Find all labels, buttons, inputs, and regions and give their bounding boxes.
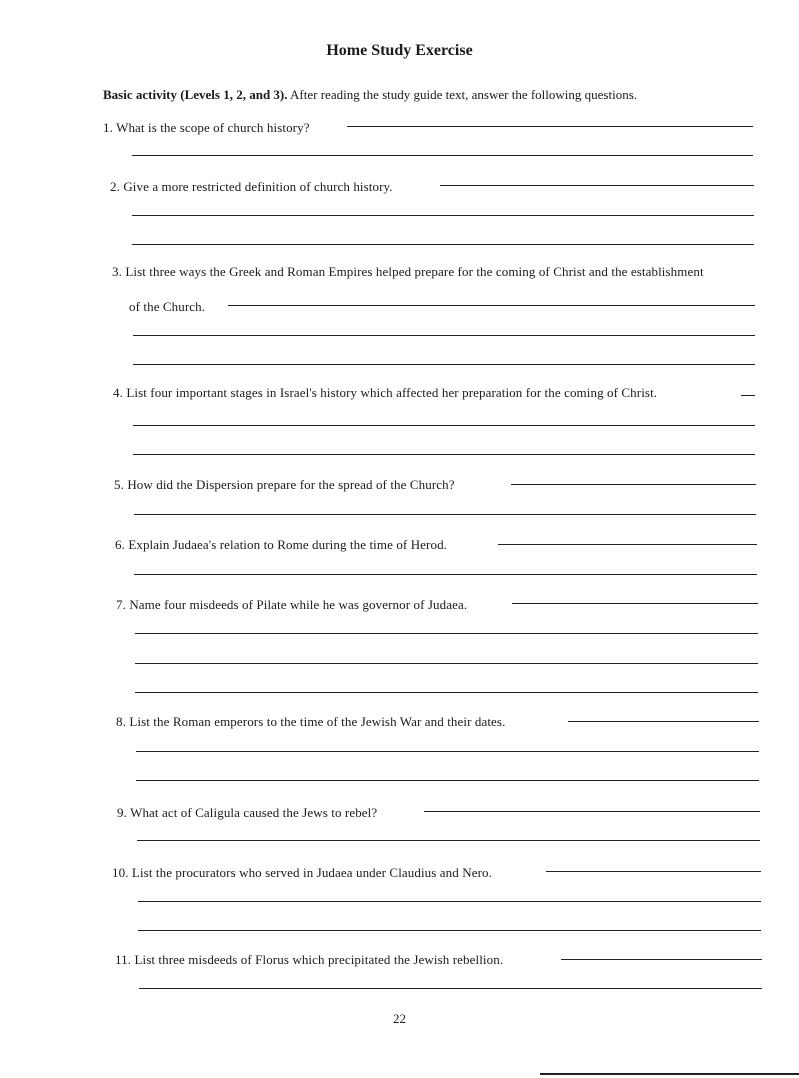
answer-line[interactable] — [134, 574, 757, 575]
question-11 — [115, 952, 503, 968]
answer-line[interactable] — [133, 454, 755, 455]
question-text: What act of Caligula caused the Jews to rebel? — [130, 805, 378, 820]
answer-line[interactable] — [139, 988, 762, 989]
question-text: Give a more restricted definition of church history. — [123, 179, 393, 194]
question-3-continued: of the Church. — [129, 299, 206, 314]
answer-line[interactable] — [347, 126, 753, 127]
answer-line[interactable] — [440, 185, 754, 186]
answer-line[interactable] — [138, 901, 761, 902]
question-number: 3. — [112, 264, 122, 279]
answer-line[interactable] — [511, 484, 756, 485]
page-title: Home Study Exercise — [326, 42, 473, 59]
page-number: 22 — [393, 1011, 406, 1026]
question-number: 2. — [110, 179, 120, 194]
answer-line[interactable] — [498, 544, 757, 545]
answer-line[interactable] — [133, 364, 755, 365]
question-text: List three misdeeds of Florus which precipitated the Jewish rebellion. — [134, 952, 504, 967]
question-number: 10. — [112, 865, 129, 880]
question-5 — [114, 477, 455, 493]
question-number: 8. — [116, 714, 126, 729]
question-number: 6. — [115, 537, 125, 552]
question-9 — [117, 805, 377, 821]
instructions-text: After reading the study guide text, answer the following questions. — [287, 87, 637, 102]
answer-line[interactable] — [133, 425, 755, 426]
question-10 — [112, 865, 492, 881]
answer-line[interactable] — [133, 335, 755, 336]
question-text: List four important stages in Israel's history which affected her preparation for the coming of Christ. — [126, 385, 658, 400]
question-text: List three ways the Greek and Roman Empires helped prepare for the coming of Christ and the establishment — [125, 264, 704, 279]
answer-line[interactable] — [132, 215, 754, 216]
question-text: List the procurators who served in Judaea under Claudius and Nero. — [131, 865, 492, 880]
instructions-level: Basic activity (Levels 1, 2, and 3). — [103, 87, 288, 102]
answer-line[interactable] — [137, 840, 760, 841]
question-8 — [116, 714, 505, 730]
scan-edge-line — [540, 1073, 799, 1075]
answer-line[interactable] — [135, 663, 758, 664]
question-number: 1. — [103, 120, 113, 135]
answer-line[interactable] — [132, 155, 753, 156]
answer-line[interactable] — [561, 959, 762, 960]
answer-line[interactable] — [546, 871, 761, 872]
answer-line[interactable] — [568, 721, 759, 722]
question-number: 4. — [113, 385, 123, 400]
question-text: Name four misdeeds of Pilate while he was governor of Judaea. — [129, 597, 468, 612]
answer-line[interactable] — [741, 395, 755, 396]
answer-line[interactable] — [134, 514, 756, 515]
question-number: 7. — [116, 597, 126, 612]
question-text: What is the scope of church history? — [116, 120, 310, 135]
answer-line[interactable] — [228, 305, 755, 306]
answer-line[interactable] — [138, 930, 761, 931]
question-1 — [103, 120, 310, 136]
answer-line[interactable] — [135, 633, 758, 634]
answer-line[interactable] — [424, 811, 760, 812]
question-4 — [113, 385, 657, 401]
answer-line[interactable] — [512, 603, 758, 604]
question-3 — [112, 264, 704, 280]
answer-line[interactable] — [135, 692, 758, 693]
question-number: 5. — [114, 477, 124, 492]
question-7 — [116, 597, 467, 613]
question-2 — [110, 179, 393, 195]
question-text: List the Roman emperors to the time of the Jewish War and their dates. — [129, 714, 506, 729]
question-number: 11. — [115, 952, 132, 967]
question-6 — [115, 537, 447, 553]
question-text: Explain Judaea's relation to Rome during the time of Herod. — [128, 537, 448, 552]
question-number: 9. — [117, 805, 127, 820]
answer-line[interactable] — [132, 244, 754, 245]
answer-line[interactable] — [136, 751, 759, 752]
answer-line[interactable] — [136, 780, 759, 781]
question-text: How did the Dispersion prepare for the spread of the Church? — [127, 477, 455, 492]
instructions — [103, 87, 637, 103]
